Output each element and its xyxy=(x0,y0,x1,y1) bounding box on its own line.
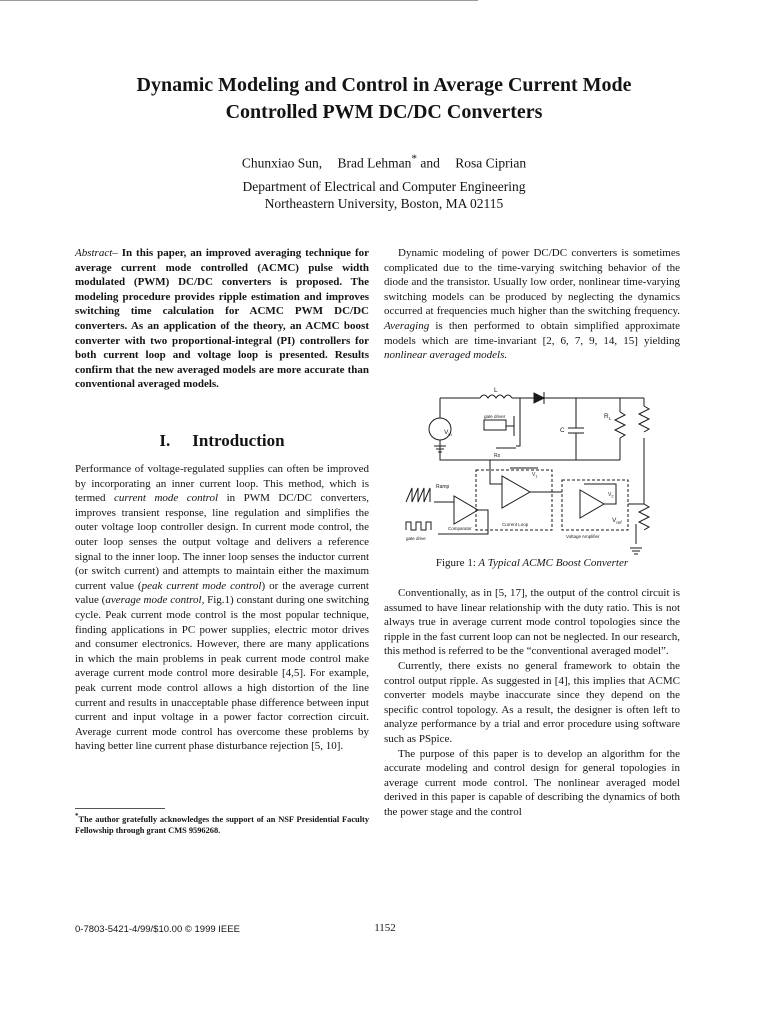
current-opamp xyxy=(502,476,530,508)
intro-term-average-mode: average mode control, xyxy=(105,594,205,607)
section-number: I. xyxy=(159,431,171,450)
modeling-text-2: is then performed to obtain simplified approximate models which are time-invariant [2, 6, 7, 9, 14, 15] yielding xyxy=(384,319,680,347)
figure-1-circuit xyxy=(398,384,668,566)
footnote-rule xyxy=(75,808,165,809)
label-v2: $V_2$ xyxy=(608,492,614,499)
author-2-footnote-mark: * xyxy=(411,153,417,165)
right-column-body xyxy=(384,586,680,820)
label-comparator: Comparator xyxy=(448,526,472,531)
diode xyxy=(534,393,544,403)
author-list xyxy=(40,150,728,173)
paragraph-currently: Currently, there exists no general framework to obtain the control output ripple. As suggested in [4], this implies that ACMC converter models maybe inaccurate since they depend on the specific control topology. As a result, the designer is often left to analyze performance by a trial and error procedure using software such as PSpice. xyxy=(384,659,680,745)
comparator xyxy=(454,496,478,524)
inductor-coil xyxy=(480,395,512,398)
label-sense-resistor: Rs xyxy=(494,453,501,459)
section-title: Introduction xyxy=(192,431,285,450)
label-gate: gate driver xyxy=(484,414,506,419)
label-capacitor: C xyxy=(560,427,565,434)
footnote-text: The author gratefully acknowledges the support of an NSF Presidential Faculty Fellowship through grant CMS 9596268. xyxy=(75,814,369,835)
caption-label: Figure 1: xyxy=(435,557,476,569)
page-number: 1152 xyxy=(374,922,396,934)
copyright-line: 0-7803-5421-4/99/$10.00 © 1999 IEEE xyxy=(75,924,240,935)
voltage-opamp xyxy=(580,490,604,518)
abstract-lead: Abstract– xyxy=(75,247,118,259)
figure-1-caption xyxy=(384,556,680,570)
label-gate-driver: gate drive xyxy=(406,536,426,541)
intro-text-3: ) or the average current value ( xyxy=(75,579,369,607)
paragraph-purpose: The purpose of this paper is to develop an algorithm for the accurate modeling and control design for general topologies in average current mode control. The nonlinear averaged model derived in this paper is capable of describing the dynamics of both the power stage and the control xyxy=(384,747,680,818)
affiliation-department: Department of Electrical and Computer Engineering xyxy=(242,179,526,194)
scan-top-rule xyxy=(0,0,478,1)
intro-term-peak-current: peak current mode control xyxy=(141,579,262,592)
label-load: $R_L$ xyxy=(604,413,612,421)
label-ramp: Ramp xyxy=(436,484,450,490)
author-conjunction: and xyxy=(417,155,440,171)
label-vref: $V_{ref}$ xyxy=(612,517,622,525)
label-vin: $V_{in}$ xyxy=(444,429,452,437)
author-3: Rosa Ciprian xyxy=(455,155,527,171)
footnote xyxy=(75,811,369,836)
gate-pulse-waveform xyxy=(406,522,431,530)
title-line-2: Controlled PWM DC/DC Converters xyxy=(225,101,543,123)
abstract-body: In this paper, an improved averaging technique for average current mode controlled (ACMC) pulse width modulated (PWM) DC/DC converters is proposed. The modeling procedure provides ripple estimation and improves switching time calculation for ACMC PWM DC/DC converters. As an application of the theory, an ACMC boost converter with two proportional-integral (PI) controllers for both current loop and voltage loop is presented. Results confirm that the new averaged models are more accurate than conventional averaged models. xyxy=(75,247,369,391)
author-1: Chunxiao Sun, xyxy=(241,155,323,171)
intro-text-2: in PWM DC/DC converters, improves transient response, line regulation and simplifies the outer voltage loop controller design. In current mode control, the outer loop senses the output voltage and delivers a reference signal to the inner loop. The inner loop senses the inductor current (or switch current) and attempts to maintain either the maximum current value ( xyxy=(75,492,370,592)
intro-text-1: Performance of voltage-regulated supplies can often be improved by incorporating an inner current loop. This method, which is termed xyxy=(75,463,369,505)
current-loop-box xyxy=(476,470,552,530)
caption-text: A Typical ACMC Boost Converter xyxy=(475,557,629,569)
label-v1: $V_1$ xyxy=(532,472,538,479)
abstract xyxy=(75,246,369,392)
introduction-paragraph xyxy=(75,462,369,754)
intro-term-current-mode-control: current mode control xyxy=(114,492,219,505)
label-current-loop: Current Loop xyxy=(502,522,529,527)
paragraph-conventional: Conventionally, as in [5, 17], the output of the control circuit is assumed to have linear relationship with the duty ratio. This is not always true in average current mode control topologies since the ripple in the fast current loop can not be neglected. In our research, this method is referred to be the “conventional averaged model”. xyxy=(384,587,680,658)
affiliation xyxy=(40,178,728,212)
section-heading-introduction xyxy=(75,430,369,452)
title-line-1: Dynamic Modeling and Control in Average Current Mode xyxy=(136,74,632,96)
load-resistor xyxy=(615,412,625,438)
modeling-text-1: Dynamic modeling of power DC/DC converters is sometimes complicated due to the time-varying switching behavior of the diode and the transistor. Usually low order, nonlinear time-varying switching models can be produced by neglecting the dynamics occurred at frequencies much higher than the switching frequency. xyxy=(384,247,680,318)
label-voltage-amplifier: Voltage Amplifier xyxy=(566,534,600,539)
circuit-diagram xyxy=(398,384,668,566)
label-inductor: L xyxy=(494,387,498,394)
term-averaging: Averaging xyxy=(384,319,430,332)
right-column-intro xyxy=(384,246,680,363)
footnote-mark: * xyxy=(75,812,79,820)
affiliation-university: Northeastern University, Boston, MA 02115 xyxy=(264,196,504,211)
paper-title xyxy=(40,72,728,126)
intro-text-4: Fig.1) constant during one switching cycle. Peak current mode control is the most popular technique, finding applications in PC power supplies, electric motor drives and consumer electronics. However, there are many applications in which the main problems in peak current mode control make average current mode control more desirable [4,5]. For example, peak current mode control allows a high distortion of the line current and results in unacceptable phase difference between input current and input voltage in a power factor correction circuit. Average current mode control has overcome these problems by having better line current phase disturbance rejection [5, 10]. xyxy=(75,594,370,753)
author-2: Brad Lehman xyxy=(337,155,412,171)
ramp-waveform xyxy=(406,488,430,502)
term-nonlinear-averaged-models: nonlinear averaged models. xyxy=(384,349,508,362)
